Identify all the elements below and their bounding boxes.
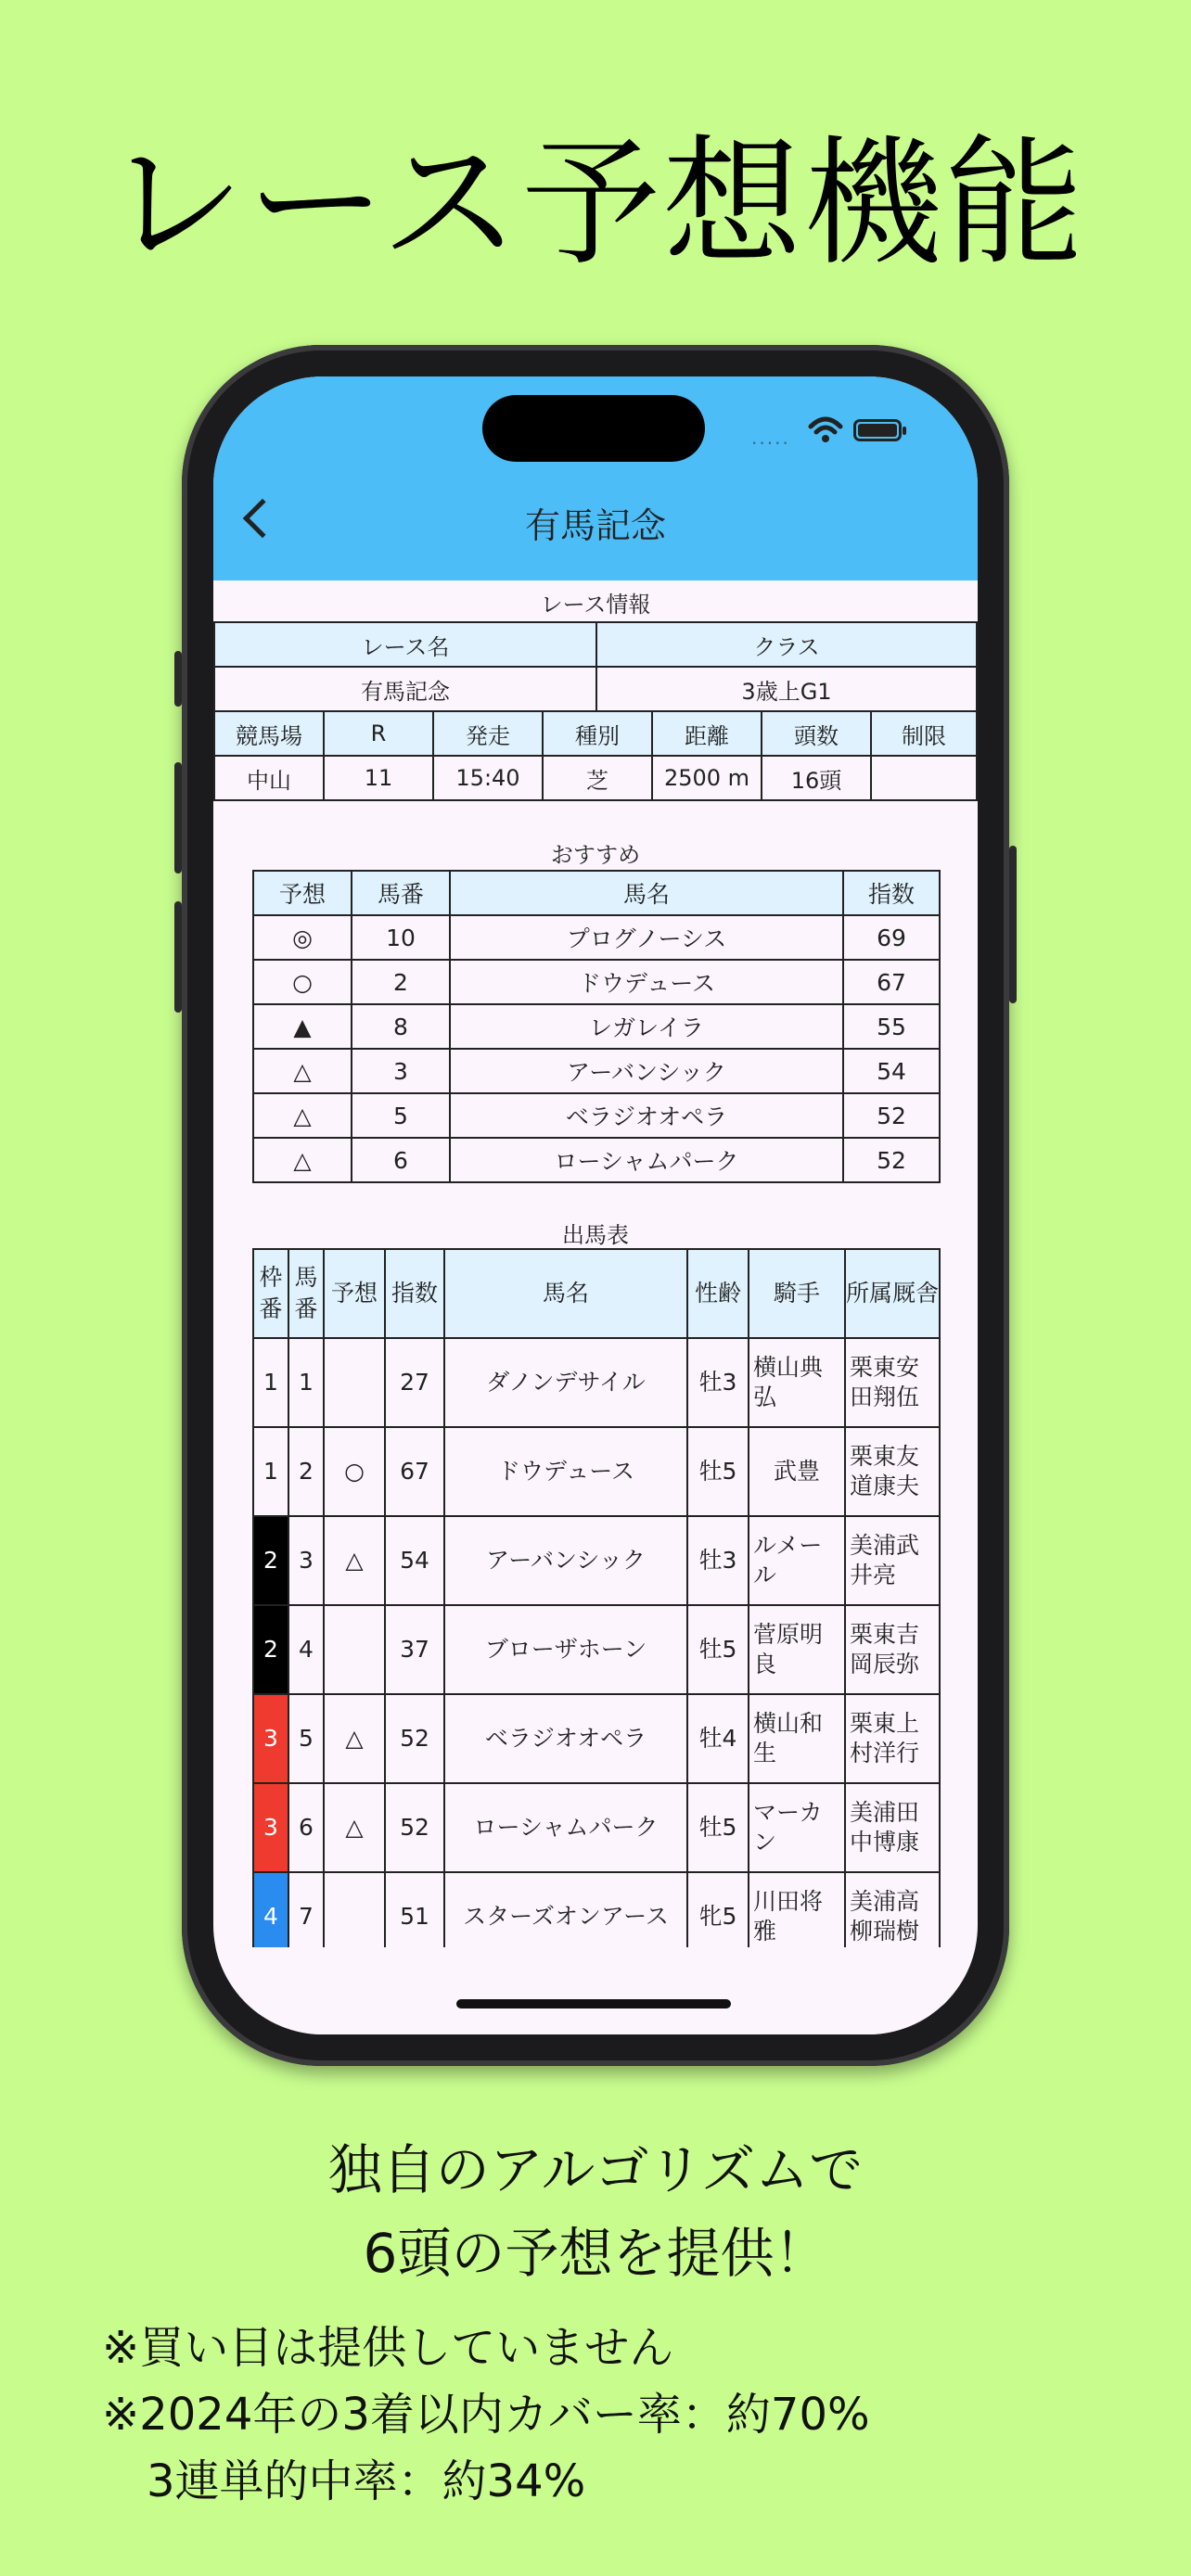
race-info-table-1 <box>213 621 978 712</box>
table-row[interactable] <box>253 1049 940 1093</box>
mark <box>324 1605 385 1694</box>
index: 37 <box>385 1605 444 1694</box>
horse-name: ベラジオオペラ <box>450 1093 843 1138</box>
mark: ▲ <box>253 1004 352 1049</box>
header-stable: 所属厩舎 <box>845 1249 940 1338</box>
sex-age: 牡4 <box>687 1694 749 1783</box>
mark: △ <box>253 1049 352 1093</box>
wifi-icon <box>807 414 844 445</box>
table-row[interactable] <box>253 1004 940 1049</box>
horse-name: アーバンシック <box>444 1516 687 1605</box>
signal-icon: ..... <box>751 427 790 449</box>
battery-icon <box>853 419 902 441</box>
frame-number: 3 <box>253 1783 288 1872</box>
class-value: 3歳上G1 <box>596 667 977 711</box>
surface-value: 芝 <box>543 756 652 800</box>
frame-number: 1 <box>253 1427 288 1516</box>
volume-up-button <box>174 762 182 874</box>
stable-text: 美浦高柳瑞樹 <box>850 1888 920 1945</box>
mark: △ <box>324 1783 385 1872</box>
horse-name: ベラジオオペラ <box>444 1694 687 1783</box>
course-value: 中山 <box>214 756 324 800</box>
table-row[interactable] <box>253 1516 940 1605</box>
app-screen <box>213 376 978 2034</box>
horse-number: 10 <box>352 915 450 960</box>
recommend-title: おすすめ <box>550 842 641 868</box>
stable-text: 栗東上村洋行 <box>850 1710 920 1766</box>
frame-number: 1 <box>253 1338 288 1427</box>
jockey <box>749 1694 845 1783</box>
stable-text: 栗東友道康夫 <box>850 1443 920 1499</box>
index: 67 <box>385 1427 444 1516</box>
entries-title: 出馬表 <box>562 1222 629 1248</box>
mark <box>324 1338 385 1427</box>
horse-name: レガレイラ <box>450 1004 843 1049</box>
note-line-1: ※買い目は提供していません <box>102 2322 674 2374</box>
jockey <box>749 1605 845 1694</box>
mark: △ <box>253 1138 352 1182</box>
jockey-text: マーカン <box>753 1799 823 1855</box>
race-number-value: 11 <box>324 756 433 800</box>
sex-age: 牡3 <box>687 1516 749 1605</box>
header-horse-name: 馬名 <box>444 1249 687 1338</box>
mark: ◎ <box>253 915 352 960</box>
header-sex-age: 性齢 <box>687 1249 749 1338</box>
header-course: 競馬場 <box>214 711 324 756</box>
horse-name: ダノンデサイル <box>444 1338 687 1427</box>
index: 52 <box>385 1694 444 1783</box>
index: 52 <box>843 1093 940 1138</box>
index: 69 <box>843 915 940 960</box>
mark: △ <box>253 1093 352 1138</box>
volume-down-button <box>174 901 182 1013</box>
header-race-name: レース名 <box>214 622 596 667</box>
horse-name: スターズオンアース <box>444 1872 687 1961</box>
jockey-text: 川田将雅 <box>753 1888 824 1945</box>
header-jockey: 騎手 <box>749 1249 845 1338</box>
jockey-text: 菅原明良 <box>753 1621 824 1677</box>
mute-switch <box>174 651 182 707</box>
jockey-text: 横山典弘 <box>753 1354 824 1410</box>
index: 55 <box>843 1004 940 1049</box>
header-horse-number: 馬番 <box>288 1249 324 1338</box>
header-race-number: R <box>324 711 433 756</box>
recommend-table <box>252 870 941 1183</box>
horse-name: ブローザホーン <box>444 1605 687 1694</box>
race-info-title: レース情報 <box>540 592 651 618</box>
header-index: 指数 <box>385 1249 444 1338</box>
note-line-3: 3連単的中率：約34% <box>102 2455 586 2507</box>
stable-text: 美浦田中博康 <box>850 1799 920 1855</box>
sex-age: 牡5 <box>687 1605 749 1694</box>
header-class: クラス <box>596 622 977 667</box>
header-surface: 種別 <box>543 711 652 756</box>
jockey: 武豊 <box>749 1427 845 1516</box>
stable-text: 美浦武井亮 <box>850 1532 920 1588</box>
restriction-value <box>871 756 977 800</box>
stable <box>845 1694 940 1783</box>
mark: ○ <box>324 1427 385 1516</box>
index: 54 <box>385 1516 444 1605</box>
header-runners: 頭数 <box>762 711 871 756</box>
jockey-text: ルメール <box>753 1532 823 1588</box>
horse-number: 5 <box>352 1093 450 1138</box>
race-info-table-2 <box>213 710 978 801</box>
horse-name: ドウデュース <box>450 960 843 1004</box>
bottom-safe-area <box>213 1947 978 2034</box>
stable <box>845 1427 940 1516</box>
table-row[interactable] <box>253 915 940 960</box>
stable <box>845 1516 940 1605</box>
horse-name: アーバンシック <box>450 1049 843 1093</box>
horse-number: 2 <box>352 960 450 1004</box>
rec-header-index: 指数 <box>843 871 940 915</box>
table-row[interactable] <box>253 1694 940 1783</box>
runners-value: 16頭 <box>762 756 871 800</box>
note-line-2: ※2024年の3着以内カバー率：約70% <box>102 2389 870 2441</box>
stable <box>845 1605 940 1694</box>
sex-age: 牡5 <box>687 1783 749 1872</box>
header-distance: 距離 <box>652 711 762 756</box>
horse-number: 1 <box>288 1338 324 1427</box>
table-row[interactable] <box>253 1605 940 1694</box>
frame-number: 2 <box>253 1605 288 1694</box>
phone-frame <box>182 345 1009 2066</box>
horse-name: プログノーシス <box>450 915 843 960</box>
horse-number: 6 <box>288 1783 324 1872</box>
mark: ○ <box>253 960 352 1004</box>
header-restriction: 制限 <box>871 711 977 756</box>
table-row[interactable] <box>253 1338 940 1427</box>
headline: レース予想機能 <box>105 123 1086 285</box>
home-indicator[interactable] <box>456 1999 731 2009</box>
index: 54 <box>843 1049 940 1093</box>
stable <box>845 1783 940 1872</box>
frame-number: 4 <box>253 1872 288 1961</box>
caption-line-1: 独自のアルゴリズムで <box>327 2138 864 2201</box>
stable-text: 栗東安田翔伍 <box>850 1354 920 1410</box>
sex-age: 牡3 <box>687 1338 749 1427</box>
race-name-value: 有馬記念 <box>214 667 596 711</box>
horse-name: ローシャムパーク <box>444 1783 687 1872</box>
table-row[interactable] <box>253 1138 940 1182</box>
power-button <box>1009 846 1017 1003</box>
index: 52 <box>843 1138 940 1182</box>
stable-text: 栗東吉岡辰弥 <box>850 1621 920 1677</box>
table-row[interactable] <box>253 1093 940 1138</box>
sex-age: 牝5 <box>687 1872 749 1961</box>
horse-name: ローシャムパーク <box>450 1138 843 1182</box>
index: 27 <box>385 1338 444 1427</box>
app-bar <box>213 376 978 580</box>
mark: △ <box>324 1694 385 1783</box>
sex-age: 牡5 <box>687 1427 749 1516</box>
index: 52 <box>385 1783 444 1872</box>
horse-number: 3 <box>352 1049 450 1093</box>
page-title: 有馬記念 <box>524 505 666 546</box>
header-start: 発走 <box>433 711 543 756</box>
rec-header-mark: 予想 <box>253 871 352 915</box>
jockey <box>749 1516 845 1605</box>
horse-number: 5 <box>288 1694 324 1783</box>
horse-number: 2 <box>288 1427 324 1516</box>
horse-number: 4 <box>288 1605 324 1694</box>
entries-table <box>252 1248 941 1962</box>
table-row[interactable] <box>253 1783 940 1872</box>
rec-header-name: 馬名 <box>450 871 843 915</box>
header-mark: 予想 <box>324 1249 385 1338</box>
distance-value: 2500 m <box>652 756 762 800</box>
caption-line-2: 6頭の予想を提供！ <box>363 2222 828 2285</box>
table-row[interactable] <box>253 1427 940 1516</box>
jockey <box>749 1338 845 1427</box>
horse-number: 6 <box>352 1138 450 1182</box>
index: 67 <box>843 960 940 1004</box>
table-row[interactable] <box>253 960 940 1004</box>
stable <box>845 1338 940 1427</box>
horse-name: ドウデュース <box>444 1427 687 1516</box>
jockey-text: 横山和生 <box>753 1710 824 1766</box>
mark: △ <box>324 1516 385 1605</box>
horse-number: 7 <box>288 1872 324 1961</box>
jockey <box>749 1783 845 1872</box>
frame-number: 2 <box>253 1516 288 1605</box>
frame-number: 3 <box>253 1694 288 1783</box>
horse-number: 3 <box>288 1516 324 1605</box>
dynamic-island <box>482 395 705 462</box>
index: 51 <box>385 1872 444 1961</box>
start-value: 15:40 <box>433 756 543 800</box>
rec-header-number: 馬番 <box>352 871 450 915</box>
header-frame: 枠番 <box>253 1249 288 1338</box>
horse-number: 8 <box>352 1004 450 1049</box>
